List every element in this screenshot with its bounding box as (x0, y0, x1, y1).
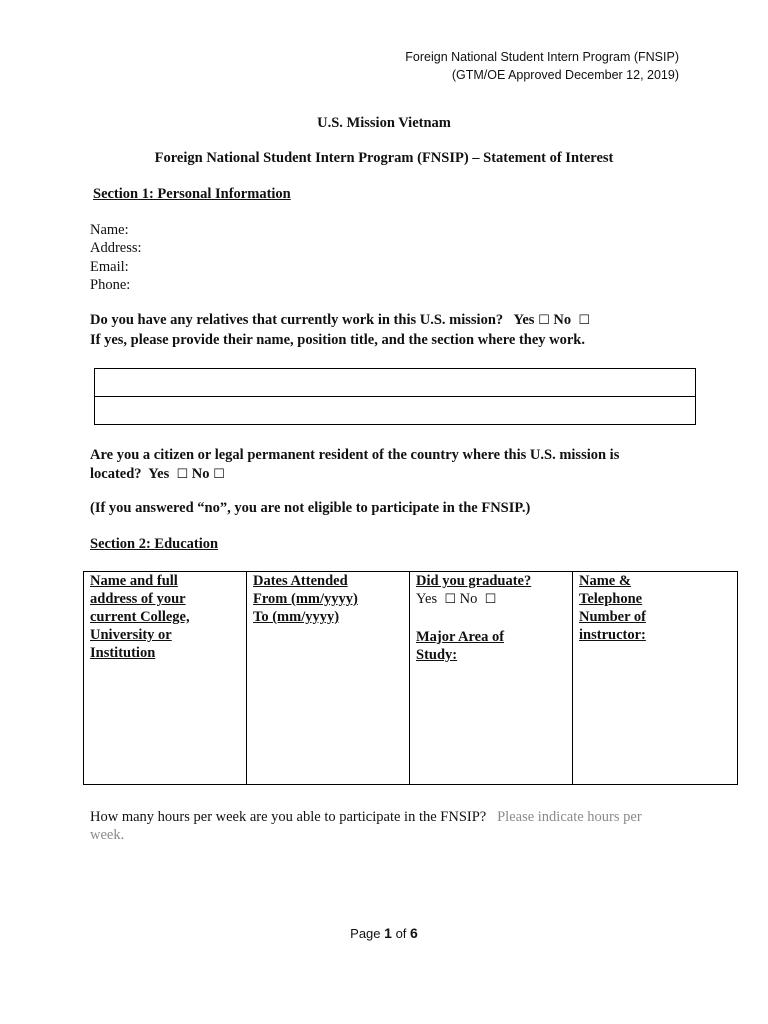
personal-info-fields (90, 221, 142, 294)
graduate-no-label: No (459, 591, 478, 607)
header-approval-date: (GTM/OE Approved December 12, 2019) (451, 68, 679, 82)
page-subtitle: Foreign National Student Intern Program (FNSIP) – Statement of Interest (154, 150, 614, 166)
document-header (405, 48, 679, 84)
page-footer (0, 925, 768, 941)
graduate-options (416, 590, 566, 609)
major-heading (416, 628, 566, 664)
hours-question-block (90, 808, 690, 844)
relatives-yes-checkbox[interactable]: ☐ (538, 313, 550, 328)
hours-input-placeholder[interactable]: Please indicate hours per (497, 809, 642, 825)
relatives-followup: If yes, please provide their name, position title, and the section where they work. (90, 332, 585, 348)
relatives-entry-row-2[interactable] (94, 396, 696, 425)
college-heading (90, 572, 240, 662)
college-heading-line: address of your (90, 591, 186, 607)
citizen-question-line2 (90, 465, 619, 484)
field-name-label[interactable]: Name: (90, 222, 129, 238)
relatives-question-line (90, 312, 590, 329)
instructor-heading-line: Number of (579, 609, 646, 625)
field-phone-label[interactable]: Phone: (90, 276, 131, 293)
college-heading-line: Name and full (90, 573, 178, 589)
citizen-yes-label: Yes (148, 466, 170, 482)
relatives-entry-row-1[interactable] (94, 368, 696, 397)
relatives-question: Do you have any relatives that currently work in this U.S. mission? (90, 312, 504, 328)
citizen-yes-checkbox[interactable]: ☐ (176, 467, 189, 482)
citizen-located-text: located? (90, 466, 142, 482)
page-title: U.S. Mission Vietnam (317, 115, 451, 131)
relatives-yes-label: Yes (513, 312, 535, 328)
college-cell[interactable] (84, 572, 247, 785)
instructor-heading-line: Name & (579, 573, 631, 589)
page-total: 6 (410, 925, 418, 941)
citizen-question-line1: Are you a citizen or legal permanent resident of the country where this U.S. mission is (90, 447, 620, 463)
hours-input-placeholder-continued[interactable]: week. (90, 827, 125, 843)
relatives-no-label: No (553, 312, 572, 328)
section1-heading: Section 1: Personal Information (93, 186, 291, 202)
graduate-yes-label: Yes (416, 591, 438, 607)
spacer (416, 609, 566, 628)
field-address-label[interactable]: Address: (90, 240, 142, 257)
education-table (83, 571, 738, 785)
major-heading-line: Major Area of (416, 629, 505, 645)
college-heading-line: Institution (90, 645, 156, 661)
page-current: 1 (384, 925, 392, 941)
graduate-yes-checkbox[interactable]: ☐ (444, 592, 457, 607)
dates-cell[interactable] (247, 572, 410, 785)
citizen-question (90, 446, 619, 484)
field-email-label[interactable]: Email: (90, 258, 129, 275)
relatives-no-checkbox[interactable]: ☐ (578, 313, 590, 328)
dates-heading-line: Dates Attended (253, 573, 348, 589)
instructor-cell[interactable] (573, 572, 738, 785)
instructor-heading-line: Telephone (579, 591, 643, 607)
header-program-name: Foreign National Student Intern Program (FNSIP) (405, 50, 679, 64)
dates-heading (253, 572, 403, 626)
page-label: Page (350, 926, 381, 941)
dates-heading-line: To (mm/yyyy) (253, 609, 340, 625)
graduate-cell[interactable] (410, 572, 573, 785)
graduate-no-checkbox[interactable]: ☐ (484, 592, 497, 607)
graduate-heading: Did you graduate? (416, 573, 532, 589)
citizen-no-checkbox[interactable]: ☐ (213, 467, 225, 482)
dates-heading-line: From (mm/yyyy) (253, 591, 358, 607)
college-heading-line: University or (90, 627, 172, 643)
eligibility-note: (If you answered “no”, you are not eligible to participate in the FNSIP.) (90, 500, 531, 516)
college-heading-line: current College, (90, 609, 190, 625)
hours-question: How many hours per week are you able to participate in the FNSIP? (90, 809, 487, 825)
instructor-heading (579, 572, 731, 644)
major-heading-line: Study: (416, 647, 458, 663)
section2-heading: Section 2: Education (90, 536, 219, 552)
of-label: of (395, 926, 407, 941)
instructor-heading-line: instructor: (579, 627, 646, 643)
table-row (84, 572, 738, 785)
citizen-no-label: No (191, 466, 210, 482)
